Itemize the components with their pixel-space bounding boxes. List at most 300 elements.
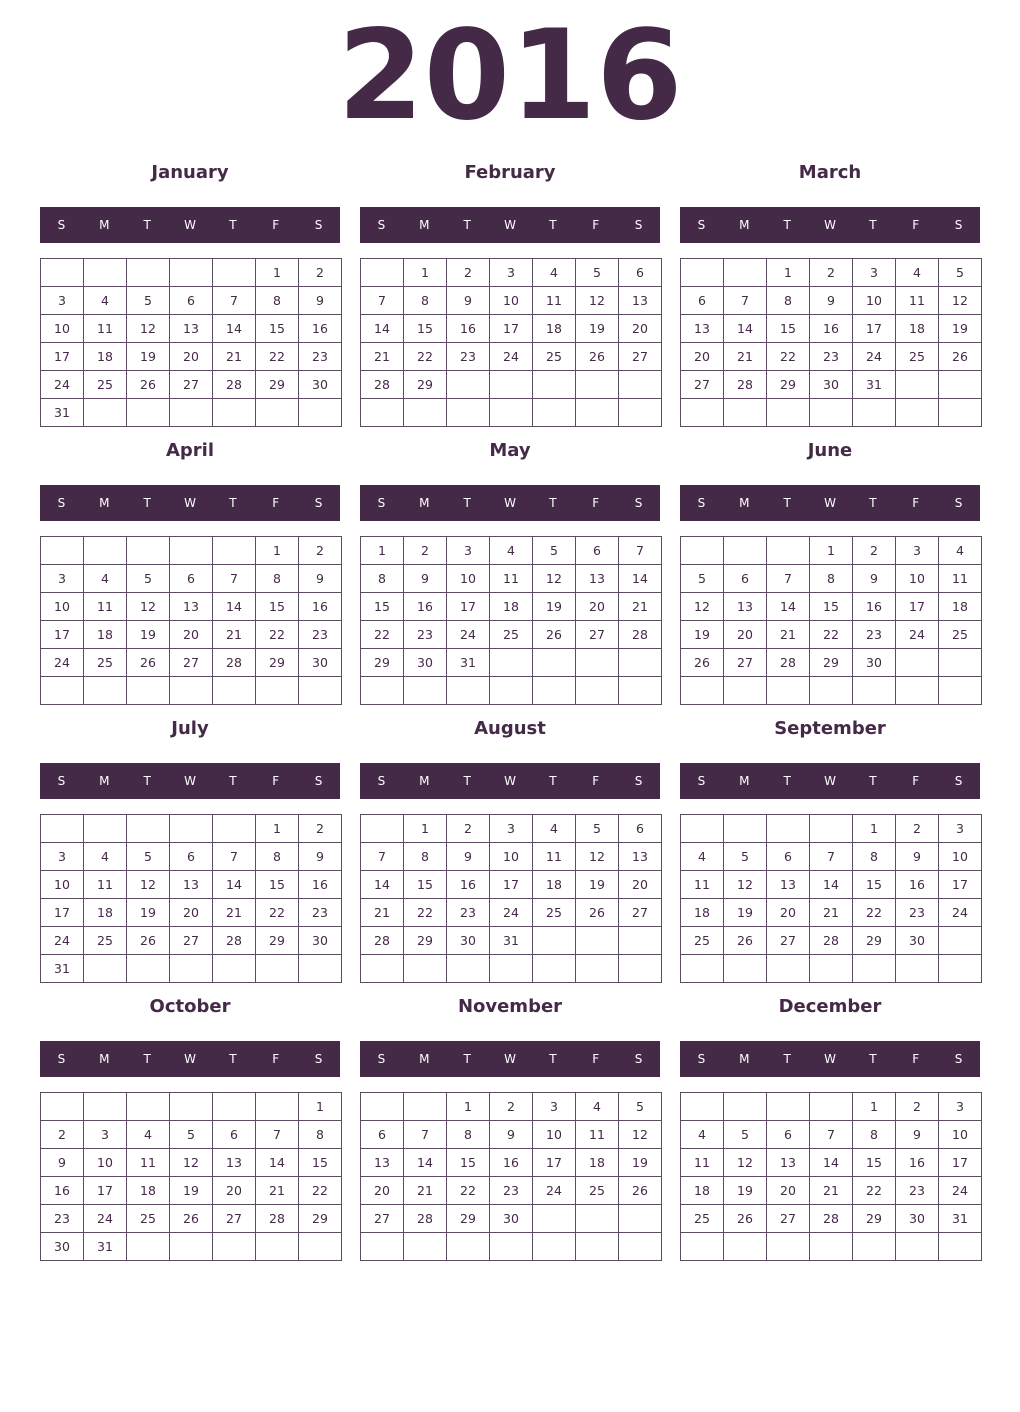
day-grid [360,1092,662,1261]
day-cell: 20 [681,343,724,371]
week-row [41,899,342,927]
day-cell: 19 [619,1149,662,1177]
day-cell: 18 [127,1177,170,1205]
day-cell: 8 [853,1121,896,1149]
day-cell: 15 [256,593,299,621]
month-name: March [798,162,862,183]
day-cell: 3 [490,259,533,287]
week-row [361,1093,662,1121]
week-row [41,259,342,287]
day-cell: 22 [404,899,447,927]
day-cell: 5 [724,1121,767,1149]
day-cell: 17 [41,899,84,927]
day-cell: 2 [299,815,342,843]
empty-day-cell [939,1233,982,1261]
month-name: November [457,996,563,1017]
weekday-label: S [634,1052,643,1066]
empty-day-cell [681,815,724,843]
day-cell: 25 [939,621,982,649]
day-cell: 19 [681,621,724,649]
day-cell: 19 [724,1177,767,1205]
empty-day-cell [533,399,576,427]
empty-day-cell [127,537,170,565]
day-cell: 23 [896,1177,939,1205]
weekday-label: S [377,1052,386,1066]
month-name: June [807,440,853,461]
week-row [361,399,662,427]
week-row [361,815,662,843]
weekday-label: F [912,218,920,232]
weekday-label: W [184,774,196,788]
empty-day-cell [896,371,939,399]
empty-day-cell [256,677,299,705]
day-cell: 31 [939,1205,982,1233]
day-cell: 28 [213,649,256,677]
day-cell: 28 [256,1205,299,1233]
day-cell: 17 [896,593,939,621]
day-cell: 31 [447,649,490,677]
day-cell: 17 [490,871,533,899]
empty-day-cell [896,955,939,983]
day-cell: 7 [810,843,853,871]
day-cell: 1 [256,537,299,565]
weekday-label: T [783,218,791,232]
day-cell: 15 [810,593,853,621]
day-cell: 4 [681,843,724,871]
day-cell: 22 [853,1177,896,1205]
day-cell: 18 [84,621,127,649]
week-row [361,955,662,983]
week-row [41,927,342,955]
day-cell: 22 [299,1177,342,1205]
day-cell: 26 [939,343,982,371]
empty-day-cell [213,537,256,565]
empty-day-cell [213,259,256,287]
empty-day-cell [41,537,84,565]
day-cell: 12 [127,593,170,621]
week-row [41,1121,342,1149]
month-name: August [474,718,546,739]
week-row [41,343,342,371]
day-grid [40,814,342,983]
day-cell: 26 [533,621,576,649]
day-cell: 21 [404,1177,447,1205]
day-cell: 17 [939,871,982,899]
week-row [41,1233,342,1261]
day-cell: 3 [447,537,490,565]
day-cell: 9 [404,565,447,593]
weekday-label: M [419,774,430,788]
day-cell: 31 [84,1233,127,1261]
day-cell: 21 [724,343,767,371]
day-cell: 14 [404,1149,447,1177]
day-cell: 30 [299,927,342,955]
empty-day-cell [84,399,127,427]
day-cell: 14 [724,315,767,343]
weekday-label: W [184,218,196,232]
day-cell: 11 [533,287,576,315]
weekday-label: S [57,218,66,232]
day-cell: 29 [404,927,447,955]
day-cell: 14 [810,1149,853,1177]
empty-day-cell [810,677,853,705]
weekday-label: M [739,774,750,788]
empty-day-cell [170,537,213,565]
day-cell: 20 [213,1177,256,1205]
day-cell: 8 [447,1121,490,1149]
day-cell: 15 [447,1149,490,1177]
day-cell: 11 [490,565,533,593]
empty-day-cell [361,1233,404,1261]
day-cell: 29 [256,371,299,399]
day-cell: 23 [447,343,490,371]
day-cell: 24 [41,649,84,677]
empty-day-cell [41,1093,84,1121]
day-cell: 15 [853,1149,896,1177]
day-cell: 26 [681,649,724,677]
day-cell: 23 [299,621,342,649]
week-row [681,815,982,843]
weekday-label: S [57,496,66,510]
week-row [361,677,662,705]
day-cell: 25 [896,343,939,371]
day-cell: 3 [939,815,982,843]
empty-day-cell [299,1233,342,1261]
empty-day-cell [767,815,810,843]
day-cell: 27 [767,1205,810,1233]
empty-day-cell [84,677,127,705]
day-cell: 27 [724,649,767,677]
empty-day-cell [447,677,490,705]
weekday-label: T [549,496,557,510]
day-cell: 21 [810,1177,853,1205]
empty-day-cell [404,1233,447,1261]
week-row [681,259,982,287]
empty-day-cell [41,677,84,705]
empty-day-cell [619,649,662,677]
week-row [41,1149,342,1177]
weekday-label: S [314,1052,323,1066]
weekday-label: M [739,1052,750,1066]
week-row [681,565,982,593]
week-row [681,621,982,649]
empty-day-cell [619,677,662,705]
weekday-label: W [504,1052,516,1066]
day-cell: 2 [896,1093,939,1121]
week-row [41,677,342,705]
weekday-label: T [869,1052,877,1066]
day-cell: 22 [810,621,853,649]
day-cell: 12 [619,1121,662,1149]
day-cell: 15 [767,315,810,343]
empty-day-cell [576,1233,619,1261]
empty-day-cell [810,815,853,843]
weekday-label: S [954,496,963,510]
day-cell: 6 [767,843,810,871]
day-cell: 2 [447,259,490,287]
week-row [361,649,662,677]
empty-day-cell [41,815,84,843]
day-cell: 25 [127,1205,170,1233]
day-cell: 31 [41,399,84,427]
day-cell: 30 [299,649,342,677]
weekday-header [40,207,340,243]
day-cell: 20 [724,621,767,649]
empty-day-cell [533,955,576,983]
weekday-label: T [229,218,237,232]
day-cell: 28 [810,1205,853,1233]
week-row [41,955,342,983]
weekday-label: T [783,774,791,788]
day-cell: 31 [490,927,533,955]
day-cell: 13 [767,871,810,899]
weekday-header [680,1041,980,1077]
week-row [361,1177,662,1205]
empty-day-cell [170,1233,213,1261]
day-cell: 16 [896,1149,939,1177]
day-cell: 7 [724,287,767,315]
weekday-label: S [314,774,323,788]
day-cell: 17 [41,621,84,649]
day-cell: 10 [447,565,490,593]
day-cell: 15 [299,1149,342,1177]
day-cell: 4 [127,1121,170,1149]
month-name: February [464,162,556,183]
week-row [681,593,982,621]
week-row [41,621,342,649]
day-cell: 20 [170,343,213,371]
weekday-label: T [869,774,877,788]
day-cell: 21 [213,343,256,371]
empty-day-cell [724,399,767,427]
empty-day-cell [619,955,662,983]
day-cell: 28 [767,649,810,677]
day-cell: 4 [84,287,127,315]
empty-day-cell [896,399,939,427]
day-cell: 11 [127,1149,170,1177]
empty-day-cell [170,955,213,983]
weekday-label: T [463,218,471,232]
day-cell: 7 [361,287,404,315]
month-name: October [149,996,231,1017]
day-cell: 1 [404,259,447,287]
day-cell: 27 [681,371,724,399]
weekday-label: M [739,496,750,510]
day-cell: 3 [490,815,533,843]
day-cell: 18 [939,593,982,621]
day-cell: 29 [404,371,447,399]
day-cell: 29 [767,371,810,399]
day-cell: 12 [170,1149,213,1177]
empty-day-cell [619,927,662,955]
day-cell: 1 [767,259,810,287]
day-cell: 1 [447,1093,490,1121]
week-row [361,371,662,399]
day-cell: 15 [256,871,299,899]
empty-day-cell [767,537,810,565]
weekday-label: S [314,496,323,510]
day-cell: 29 [853,927,896,955]
day-cell: 23 [896,899,939,927]
day-cell: 13 [767,1149,810,1177]
weekday-label: S [697,496,706,510]
day-cell: 24 [939,899,982,927]
day-cell: 6 [767,1121,810,1149]
weekday-label: W [184,496,196,510]
day-cell: 3 [896,537,939,565]
weekday-label: T [549,1052,557,1066]
empty-day-cell [681,677,724,705]
day-cell: 8 [256,287,299,315]
day-cell: 15 [361,593,404,621]
day-cell: 26 [619,1177,662,1205]
day-grid [680,258,982,427]
day-cell: 25 [533,899,576,927]
day-cell: 4 [490,537,533,565]
day-cell: 3 [853,259,896,287]
day-cell: 19 [127,621,170,649]
day-cell: 26 [170,1205,213,1233]
weekday-label: F [272,218,280,232]
day-cell: 14 [619,565,662,593]
day-cell: 17 [490,315,533,343]
day-cell: 28 [213,927,256,955]
empty-day-cell [404,677,447,705]
weekday-label: W [824,1052,836,1066]
day-cell: 23 [299,343,342,371]
weekday-label: F [592,218,600,232]
day-cell: 21 [619,593,662,621]
day-cell: 10 [41,315,84,343]
week-row [681,1093,982,1121]
weekday-label: W [184,1052,196,1066]
day-cell: 24 [41,371,84,399]
week-row [361,565,662,593]
week-row [41,565,342,593]
day-cell: 22 [256,343,299,371]
empty-day-cell [767,955,810,983]
weekday-header [680,763,980,799]
day-cell: 27 [619,899,662,927]
empty-day-cell [576,1205,619,1233]
day-cell: 15 [404,871,447,899]
day-cell: 25 [84,371,127,399]
week-row [361,1149,662,1177]
day-cell: 18 [84,343,127,371]
day-cell: 18 [681,1177,724,1205]
day-cell: 7 [767,565,810,593]
day-cell: 19 [170,1177,213,1205]
empty-day-cell [939,649,982,677]
day-cell: 10 [84,1149,127,1177]
day-cell: 9 [490,1121,533,1149]
empty-day-cell [619,371,662,399]
weekday-label: M [739,218,750,232]
day-cell: 9 [853,565,896,593]
empty-day-cell [41,259,84,287]
month-name: April [165,440,215,461]
day-cell: 9 [447,287,490,315]
day-cell: 10 [41,871,84,899]
day-cell: 11 [84,315,127,343]
week-row [681,1177,982,1205]
day-grid [40,258,342,427]
weekday-label: W [504,774,516,788]
day-cell: 1 [810,537,853,565]
empty-day-cell [84,955,127,983]
week-row [41,315,342,343]
day-cell: 26 [576,343,619,371]
day-cell: 6 [681,287,724,315]
day-cell: 1 [299,1093,342,1121]
day-cell: 9 [896,843,939,871]
empty-day-cell [939,399,982,427]
day-cell: 7 [619,537,662,565]
day-cell: 11 [84,871,127,899]
day-cell: 12 [576,287,619,315]
weekday-label: F [912,774,920,788]
day-cell: 27 [619,343,662,371]
day-cell: 14 [213,315,256,343]
weekday-label: F [272,1052,280,1066]
day-cell: 4 [896,259,939,287]
weekday-label: S [314,218,323,232]
weekday-label: S [57,1052,66,1066]
empty-day-cell [576,399,619,427]
day-cell: 13 [576,565,619,593]
day-cell: 17 [939,1149,982,1177]
empty-day-cell [810,399,853,427]
week-row [361,343,662,371]
empty-day-cell [447,371,490,399]
day-cell: 16 [853,593,896,621]
empty-day-cell [127,259,170,287]
empty-day-cell [361,955,404,983]
day-cell: 22 [361,621,404,649]
empty-day-cell [213,399,256,427]
day-cell: 20 [767,1177,810,1205]
week-row [361,315,662,343]
weekday-label: S [377,496,386,510]
day-grid [680,814,982,983]
weekday-label: S [697,774,706,788]
empty-day-cell [533,1233,576,1261]
empty-day-cell [810,955,853,983]
day-cell: 22 [447,1177,490,1205]
week-row [361,537,662,565]
day-cell: 7 [213,843,256,871]
day-cell: 26 [576,899,619,927]
empty-day-cell [447,955,490,983]
weekday-label: M [99,218,110,232]
day-cell: 19 [533,593,576,621]
day-cell: 27 [170,927,213,955]
day-cell: 11 [84,593,127,621]
week-row [41,1177,342,1205]
day-cell: 24 [490,343,533,371]
empty-day-cell [939,371,982,399]
empty-day-cell [724,1093,767,1121]
empty-day-cell [447,1233,490,1261]
weekday-label: M [99,1052,110,1066]
day-cell: 3 [939,1093,982,1121]
weekday-header [40,1041,340,1077]
day-cell: 27 [170,371,213,399]
day-cell: 21 [213,621,256,649]
day-cell: 14 [213,593,256,621]
day-cell: 15 [256,315,299,343]
month-name: December [778,996,882,1017]
